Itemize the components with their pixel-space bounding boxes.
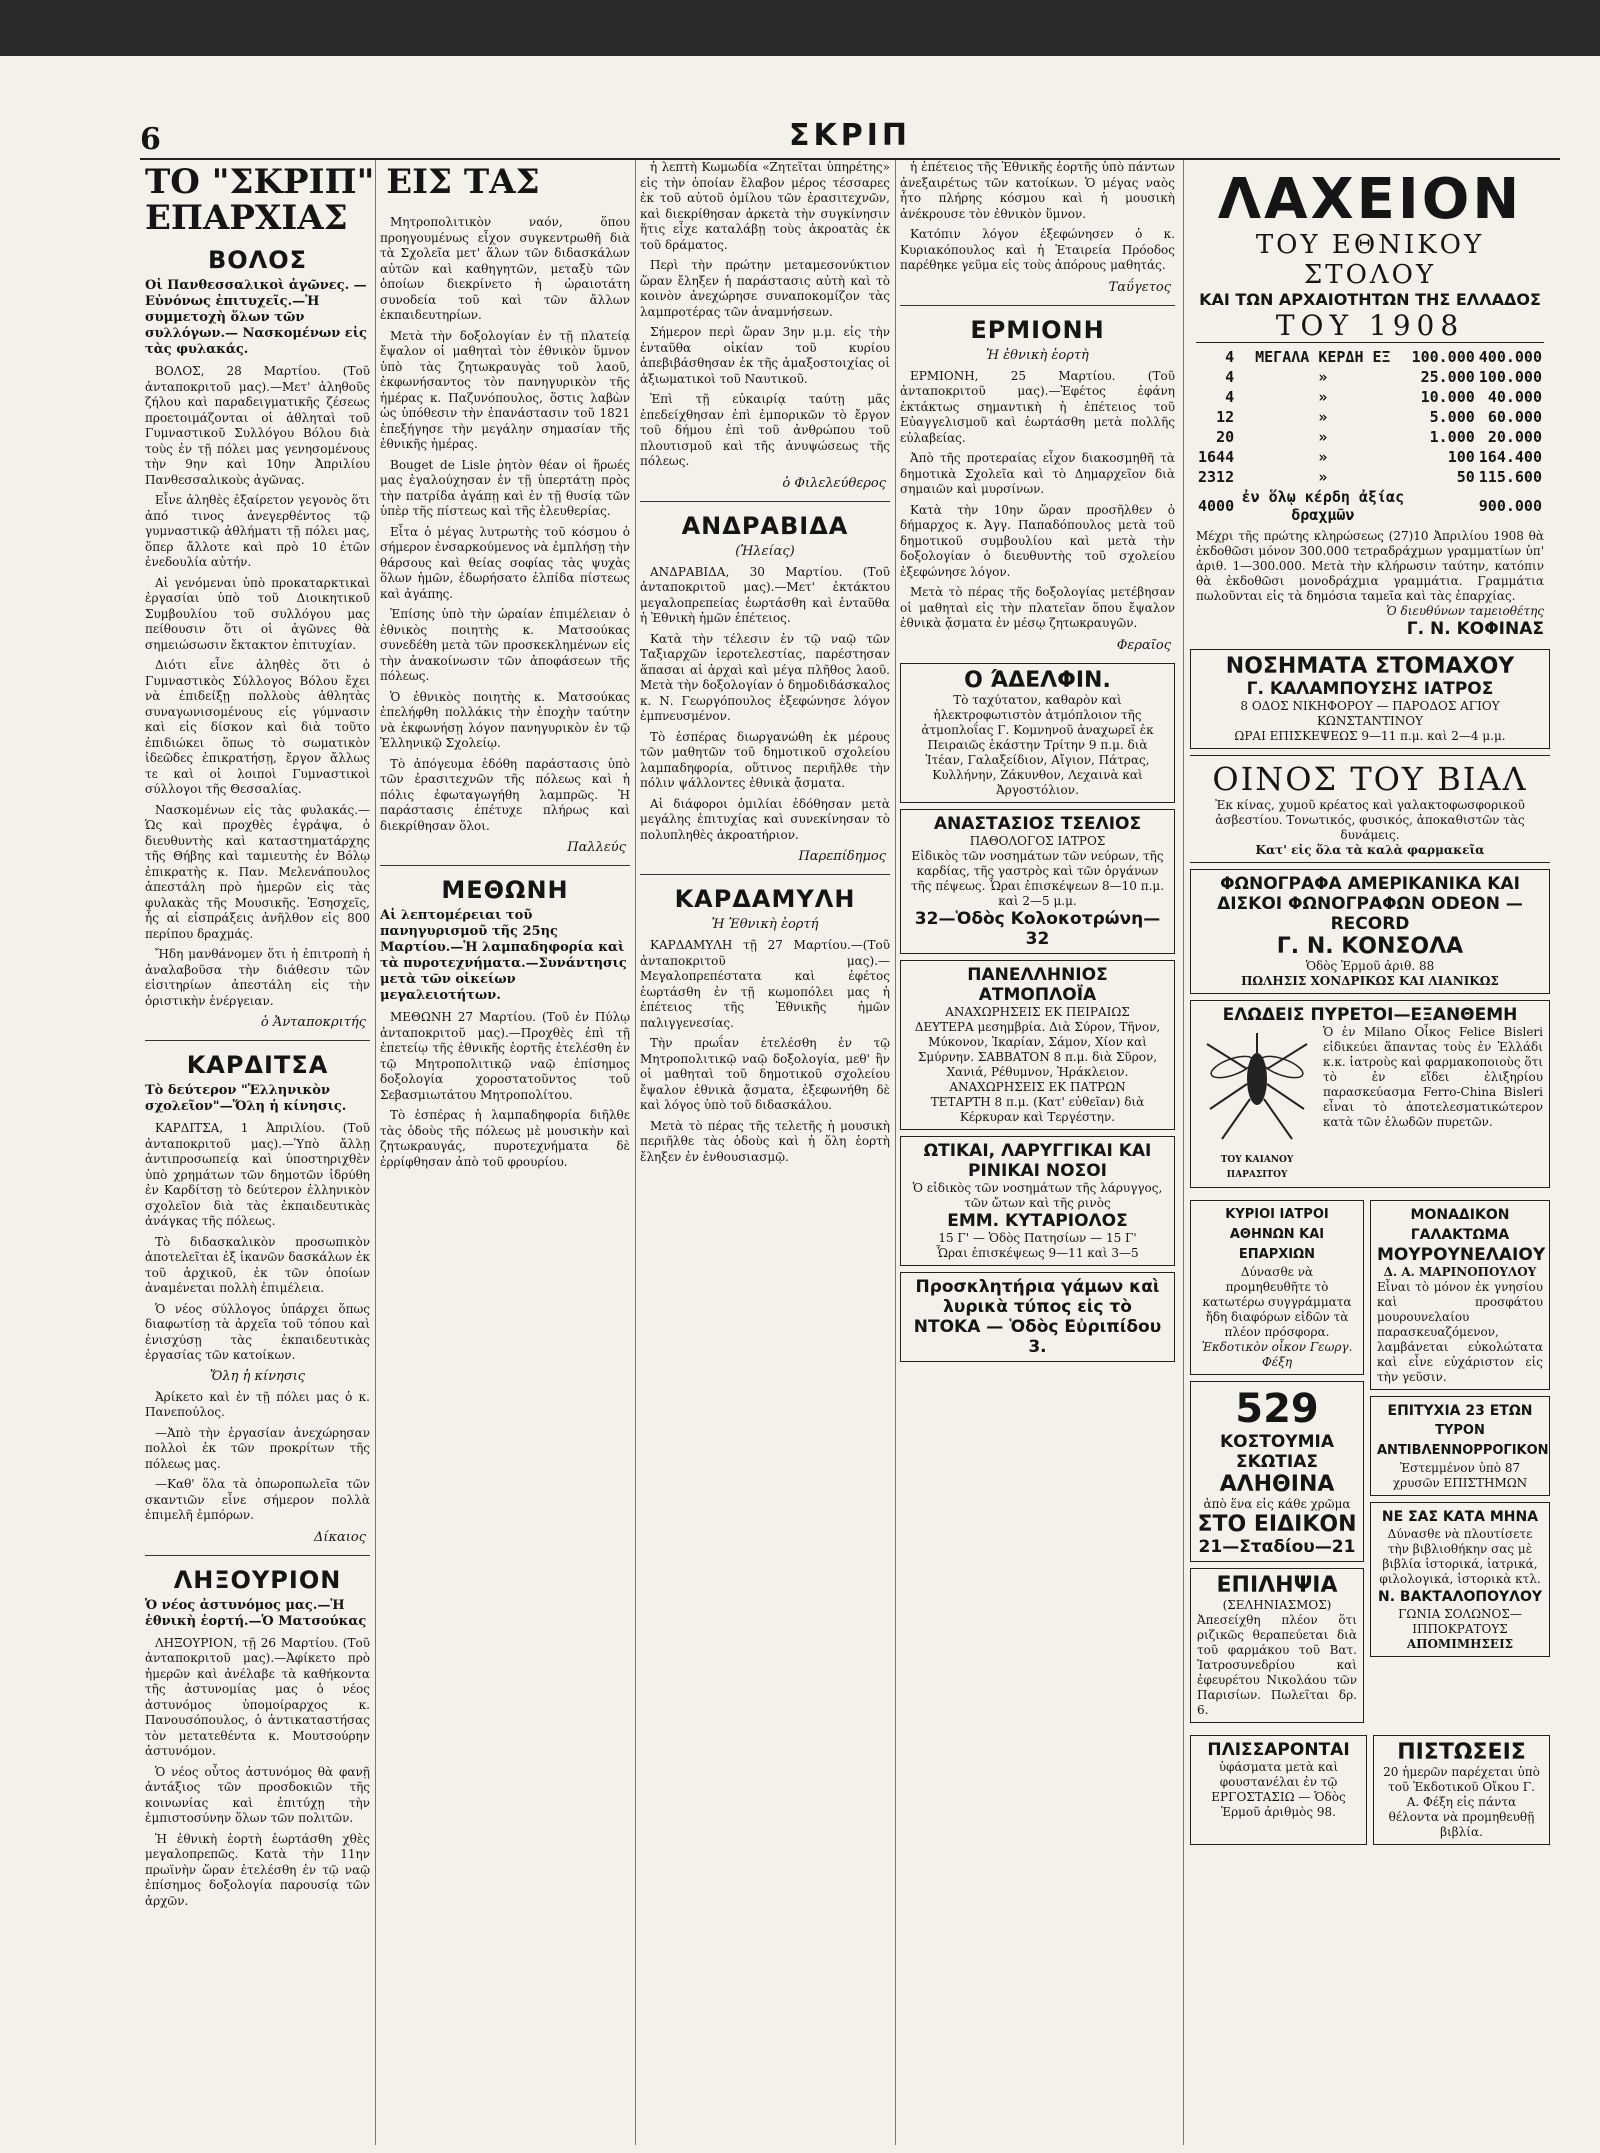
- ad-address: 21—Σταδίου—21: [1198, 1537, 1356, 1557]
- ad-number: 529: [1235, 1386, 1319, 1432]
- divider: [900, 305, 1175, 306]
- paragraph: Μετὰ τὸ πέρας τῆς τελετῆς ἡ μουσικὴ περιῆλθε τὰς ὁδοὺς καὶ ἡ ὅλη ἑορτὴ ἔληξεν ἐν ἐνθουσιασμῷ.: [640, 1118, 890, 1164]
- article-head-kardamyli: ΚΑΡΔΑΜΥΛΗ: [674, 885, 856, 913]
- paragraph: Ὁ νέος σύλλογος ὑπάρχει ὅπως διαφωτίσῃ τὰ ἀρχεῖα τοῦ τόπου καὶ ἐνισχύσῃ τὰς ἐκπαιδευτικὰς ἐργασίας τῶν κατοίκων.: [145, 1301, 370, 1362]
- paragraph: Περὶ τὴν πρώτην μεταμεσονύκτιον ὥραν ἔληξεν ἡ παράστασις αὐτὴ καὶ τὸ κοινὸν ἀνεχώρησε συναποκομίζον τὰς λαμπροτέρας τῶν ἀναμνήσεων.: [640, 258, 890, 319]
- paragraph: Ὁ ἐθνικὸς ποιητὴς κ. Ματσούκας ἐπελήφθη πολλάκις τὴν ἐποχὴν ταύτην νὰ ἐκφωνήσῃ λόγον πανηγυρικὸν ἐν τῷ Ἑλληνικῷ Σχολείῳ.: [380, 689, 630, 750]
- paragraph: Μητροπολιτικὸν ναόν, ὅπου προηγουμένως εἶχον συγκεντρωθῆ διὰ τὰ Σχολεῖα μετ' ἅλων τῶν διδασκάλων αὐτῶν καὶ καθηγητῶν, μεταξὺ τῶν ὁποίων διεκρίνετο ἡ ὡραιοτάτη συνοδεία τοῦ καὶ τῶν ἄλλων ἐκπαιδευτηρίων.: [380, 215, 630, 322]
- ad-stomachou: [1190, 649, 1550, 749]
- prize-label: ἐν ὅλῳ κέρδη ἀξίας δραχμῶν: [1241, 488, 1405, 524]
- article-lead: Τὸ δεύτερον "Ἑλληνικὸν σχολεῖον"—Ὅλη ἡ κίνησις.: [145, 1083, 347, 1114]
- prize-table: [1196, 347, 1544, 525]
- newspaper-title: ΣΚΡΙΠ: [789, 118, 911, 153]
- ad-fever: [1190, 1000, 1550, 1188]
- paragraph: Ἤδη μανθάνομεν ὅτι ἡ ἐπιτροπὴ ἡ ἀναλαβοῦσα τὴν διάθεσιν τῶν εἰσιτηρίων ἀπεστάλη εἰς τὴν ὁριστικὴν ἐνέργειαν.: [145, 947, 370, 1008]
- article-head-volos: ΒΟΛΟΣ: [207, 246, 308, 274]
- ad-address: 15 Γ' — Ὁδὸς Πατησίων — 15 Γ': [938, 1230, 1137, 1245]
- paragraph: Εἶνε ἀληθὲς ἐξαίρετον γεγονὸς ὅτι ἀπό τινος ἀνεγερθέντος τῷ γυμναστικῷ ἀθλήματι τῇ πόλει μας, ὅπερ ἄλλοτε καὶ πρὸ 10 ἐτῶν ἐνεδουλία αὐτήν.: [145, 493, 370, 569]
- ad-sera: [1370, 1396, 1550, 1496]
- prize-amount: 100: [1447, 448, 1475, 466]
- ad-sub: ΤΥΡΟΝ ΑΝΤΙΒΛΕΝΝΟΡΡΟΓΙΚΟΝ: [1377, 1423, 1549, 1458]
- prize-count: 4: [1225, 348, 1235, 366]
- prize-row: [1196, 347, 1544, 367]
- ad-name: ΕΜΜ. ΚΥΤΑΡΙΟΛΟΣ: [947, 1210, 1128, 1231]
- prize-count: 2312: [1198, 468, 1235, 486]
- ad-sub: ΠΩΛΗΣΙΣ ΧΟΝΔΡΙΚΩΣ ΚΑΙ ΛΙΑΝΙΚΩΣ: [1241, 974, 1499, 988]
- divider: [640, 874, 890, 875]
- paragraph: ΑΝΔΡΑΒΙΔΑ, 30 Μαρτίου. (Τοῦ ἀνταποκριτοῦ μας).—Μετ' ἐκτάκτου μεγαλοπρεπείας ἑωρτάσθη καὶ ἐνταῦθα ἡ Ἐθνικὴ ἡμῶν ἐπέτειος.: [640, 564, 890, 625]
- ad-subtitle: ΑΝΑΧΩΡΗΣΕΙΣ ΕΚ ΠΑΤΡΩΝ: [949, 1079, 1126, 1094]
- ad-lottery: [1190, 166, 1550, 643]
- prize-count: 12: [1216, 408, 1235, 426]
- ad-text: 20 ἡμερῶν παρέχεται ὑπὸ τοῦ Ἐκδοτικοῦ Οἴκου Γ. Α. Φέξη εἰς πάντα θέλοντα νὰ προμηθευθῇ βιβλία.: [1383, 1765, 1540, 1839]
- lottery-sign: Ὁ διευθύνων ταμειοθέτης: [1386, 604, 1544, 618]
- ad-address: 32—Ὁδὸς Κολοκοτρώνη—32: [914, 908, 1161, 949]
- prize-count: 20: [1216, 428, 1235, 446]
- section-title: ΤΟ "ΣΚΡΙΠ" ΕΙΣ ΤΑΣ ΕΠΑΡΧΙΑΣ: [145, 162, 540, 238]
- ad-books: [1370, 1502, 1550, 1657]
- lottery-subtitle: ΤΟΥ ΕΘΝΙΚΟΥ ΣΤΟΛΟΥ: [1255, 230, 1485, 290]
- prize-row: [1196, 487, 1544, 525]
- ad-note: ΑΠΟΜΙΜΗΣΕΙΣ: [1406, 1637, 1514, 1651]
- paragraph: Bouget de Lisle ῥητὸν θέαν οἱ ἥρωές μας ἐγαλούχησαν ἐν τῇ ὑπερτάτῃ πρὸς τὴν πατρίδα ἀγάπῃ καὶ ἐν τῇ θυσίᾳ τῶν ὑπὲρ τῆς πίστεως καὶ τῆς ἐλευθερίας.: [380, 457, 630, 518]
- prize-amount: 25.000: [1420, 368, 1475, 386]
- prize-total: 40.000: [1487, 388, 1542, 406]
- prize-label: »: [1318, 388, 1328, 406]
- ad-sub: ΑΛΗΘΙΝΑ: [1219, 1472, 1335, 1497]
- ad-title: ΩΤΙΚΑΙ, ΛΑΡΥΓΓΙΚΑΙ ΚΑΙ ΡΙΝΙΚΑΙ ΝΟΣΟΙ: [923, 1140, 1152, 1181]
- paragraph: ΚΑΡΔΙΤΣΑ, 1 Ἀπριλίου. (Τοῦ ἀνταποκριτοῦ μας).—Ὑπὸ ἄλλῃ ἀντιπροσωπείᾳ καὶ ὑποστηριχθὲν ὑπὸ χρημάτων τῶν δημοτῶν ἱδρύθη ἐν Καρδίτσῃ τὸ δεύτερον ἑλληνικὸν σχολεῖον διὰ τὰς ἐκπαιδευτικὰς ἀνάγκας τῆς πόλεως.: [145, 1121, 370, 1228]
- paragraph: Ἡ ἐθνικὴ ἑορτὴ ἑωρτάσθη χθὲς μεγαλοπρεπῶς. Κατὰ τὴν 11ην πρωϊνὴν ὥραν ἐτελέσθη ἐν τῷ ναῷ ἐπίσημος δοξολογία παρουσίᾳ τῶν ἀρχῶν.: [145, 1831, 370, 1908]
- paragraph: Κατὰ τὴν 10ην ὥραν προσῆλθεν ὁ δήμαρχος κ. Ἀγγ. Παπαδόπουλος μετὰ τοῦ δημοτικοῦ συμβουλίου καὶ μετὰ τὴν δοξολογίαν ὁ διευθυντὴς τοῦ σχολείου ἐξεφώνησε λόγον.: [900, 502, 1175, 579]
- ad-address: Ὁδὸς Ἑρμοῦ ἀριθ. 88: [1305, 959, 1435, 973]
- ad-text: Εἰδικὸς τῶν νοσημάτων τῶν νεύρων, τῆς καρδίας, τῆς γαστρὸς καὶ τῶν ὀργάνων τῆς πέψεως. Ὧραι ἐπισκέψεων 8—10 π.μ. καὶ 2—5 μ.μ.: [910, 848, 1165, 908]
- subhead: Ἡ Ἐθνικὴ ἑορτή: [711, 917, 819, 932]
- ad-title: ΝΟΣΗΜΑΤΑ ΣΤΟΜΑΧΟΥ: [1225, 654, 1515, 679]
- article-head-karditsa: ΚΑΡΔΙΤΣΑ: [186, 1051, 329, 1079]
- ad-name: Ν. ΒΑΚΤΑΛΟΠΟΥΛΟΥ: [1377, 1589, 1542, 1605]
- prize-total: 115.600: [1478, 468, 1542, 486]
- article-head-methoni: ΜΕΘΩΝΗ: [441, 876, 569, 904]
- ad-plissarontai: [1190, 1735, 1367, 1845]
- ad-banner: ΤΟΥ ΚΑΙΑΝΟΥ ΠΑΡΑΣΙΤΟΥ: [1220, 1155, 1294, 1180]
- paragraph: ΒΟΛΟΣ, 28 Μαρτίου. (Τοῦ ἀνταποκριτοῦ μας).—Μετ' ἀληθοῦς ζήλου καὶ παραδειγματικῆς ζέσεως προετοιμάζονται οἱ ἀθληταὶ τοῦ Γυμναστικοῦ Συλλόγου Βόλου διὰ τοὺς ἐν τῇ πόλει μας γενησομένους τὴν 9ην καὶ 10ην Ἀπριλίου Πανθεσσαλικοὺς ἀγῶνας.: [145, 364, 370, 487]
- subhead: Ὅλη ἡ κίνησις: [209, 1368, 306, 1384]
- ad-note: Ἐκδοτικὸν οἶκον Γεωργ. Φέξη: [1201, 1340, 1353, 1369]
- paragraph: Αἱ διάφοροι ὁμιλίαι ἐδόθησαν μετὰ μεγάλης ἐπιτυχίας καὶ συνεκίνησαν τὸ πολυπληθὲς ἀκροατήριον.: [640, 796, 890, 842]
- ad-subtitle: ΑΝΑΧΩΡΗΣΕΙΣ ΕΚ ΠΕΙΡΑΙΩΣ: [945, 1004, 1130, 1019]
- ad-title: ΠΑΝΕΛΛΗΝΙΟΣ ΑΤΜΟΠΛΟΪΑ: [967, 964, 1108, 1005]
- prize-amount: 50: [1456, 468, 1475, 486]
- subhead: (Ἠλείας): [735, 543, 795, 559]
- ad-sub: (ΣΕΛΗΝΙΑΣΜΟΣ): [1222, 1598, 1332, 1612]
- ad-title: ΚΟΣΤΟΥΜΙΑ ΣΚΩΤΙΑΣ: [1220, 1432, 1334, 1472]
- masthead: [140, 118, 1560, 160]
- ad-text: Δύνασθε νὰ πλουτίσετε τὴν βιβλιοθήκην σας μὲ βιβλία ἱστορικά, ἰατρικά, φιλολογικά, ἱστορικὰ κτλ.: [1379, 1527, 1541, 1586]
- ad-text: Ὁ ἐν Milano Οἶκος Felice Bisleri εἰδικεύει ἅπαντας τοὺς ἐν Ἑλλάδι κ.κ. ἰατροὺς καὶ φαρμακοποιοὺς ὅτι τὸ ἐν εἴδει ἐλιξηρίου παρασκεύασμα Ferro-China Bisleri εἶναι τὸ ἀποτελεσματικώτερον κατὰ τῶν ἑλωδῶν πυρετῶν.: [1323, 1025, 1543, 1129]
- prize-amount: 1.000: [1429, 428, 1475, 446]
- ad-doctors: [1190, 1200, 1364, 1375]
- column-2: [380, 215, 630, 2145]
- lottery-year: ΤΟΥ 1908: [1196, 309, 1544, 343]
- ad-note: Κατ' εἰς ὅλα τὰ καλὰ φαρμακεῖα: [1255, 843, 1485, 857]
- prize-row: [1196, 447, 1544, 467]
- ad-name: Γ. Ν. ΚΟΝΣΟΛΑ: [1276, 934, 1464, 959]
- ad-odeon: [1190, 869, 1550, 994]
- prize-row: [1196, 427, 1544, 447]
- ad-wine: [1190, 755, 1550, 863]
- column-rule: [1183, 160, 1184, 2145]
- column-4: [900, 160, 1175, 2145]
- prize-row: [1196, 467, 1544, 487]
- ad-text: ὑφάσματα μετὰ καὶ φουστανέλαι ἐν τῷ ΕΡΓΟΣΤΑΣΙΩ — Ὁδὸς Ἑρμοῦ ἀριθμὸς 98.: [1211, 1760, 1346, 1819]
- lottery-name: Γ. Ν. ΚΟΦΙΝΑΣ: [1406, 619, 1544, 639]
- signature: ὁ Φιλελεύθερος: [782, 475, 886, 491]
- prize-count: 1644: [1198, 448, 1235, 466]
- ad-title: ΝΕ ΣΑΣ ΚΑΤΑ ΜΗΝΑ: [1381, 1509, 1539, 1525]
- ad-text: ΤΕΤΑΡΤΗ 8 π.μ. (Κατ' εὐθεῖαν) διὰ Κέρκυραν καὶ Τεργέστην.: [930, 1094, 1145, 1124]
- paragraph: Μετὰ τὴν δοξολογίαν ἐν τῇ πλατείᾳ ἔψαλον οἱ μαθηταὶ τὸν ἐθνικὸν ὕμνον ὑπὸ τὰς ζητωκραυγὰς τοῦ λαοῦ, ἐκφωνήσαντος τὸν πανηγυρικὸν τῆς ἡμέρας κ. Παζυνόπουλος, ὅστις λαβὼν ὡς ὑπόθεσιν τὴν ἐπανάστασιν τοῦ 1821 ἐπεξήγησε τὴν μεγάλην σημασίαν τῆς ἐθνικῆς ἡμέρας.: [380, 328, 630, 451]
- ad-text: Εἶναι τὸ μόνον ἐκ γνησίου καὶ προσφάτου μουρουνελαίου παρασκευαζόμενον, λαμβάνεται εὐκολώτατα καὶ εἶνε εὐχάριστον εἰς τὴν γεῦσιν.: [1377, 1280, 1543, 1384]
- article-lead: Ὁ νέος ἀστυνόμος μας.—Ἡ ἐθνικὴ ἑορτή.—Ὁ Ματσούκας: [145, 1597, 367, 1629]
- paragraph: ἡ λεπτὴ Κωμωδία «Ζητεῖται ὑπηρέτης» εἰς τὴν ὁποίαν ἔλαβον μέρος τέσσαρες ἐκ τοῦ αὐτοῦ ὁμίλου τῶν ἐρασιτεχνῶν, καὶ διεκρίθησαν ἀρκετὰ τὴν συγκίνησιν ἥτις εἶχε καταλάβῃ τοὺς ἀκροατὰς ἐκ τοῦ δράματος.: [640, 160, 890, 252]
- ad-address: 8 ΟΔΟΣ ΝΙΚΗΦΟΡΟΥ — ΠΑΡΟΔΟΣ ΑΓΙΟΥ ΚΩΝΣΤΑΝΤΙΝΟΥ: [1240, 699, 1500, 728]
- ad-name: Γ. ΚΑΛΑΜΠΟΥΣΗΣ ΙΑΤΡΟΣ: [1246, 679, 1494, 699]
- divider: [380, 865, 630, 866]
- ad-title: ΠΙΣΤΩΣΕΙΣ: [1397, 1740, 1526, 1765]
- signature: Παρεπίδημος: [798, 849, 886, 864]
- column-rule: [375, 160, 376, 2145]
- prize-count: 4000: [1198, 497, 1235, 515]
- column-5: [1190, 160, 1550, 2145]
- paragraph: Τὸ ἀπόγευμα ἐδόθη παράστασις ὑπὸ τῶν ἐρασιτεχνῶν τῆς πόλεως καὶ ἡ πόλις ἐφωταγωγήθη λαμπρῶς. Ἡ παράστασις ἐπέτυχε πλήρως καὶ διεκρίθησαν ὅλοι.: [380, 756, 630, 833]
- ad-delfin: [900, 663, 1175, 803]
- paragraph: —Ἀπὸ τὴν ἐργασίαν ἀνεχώρησαν πολλοὶ ἐκ τῶν προκρίτων τῆς πόλεως μας.: [145, 1425, 370, 1471]
- article-lead: Αἱ λεπτομέρειαι τοῦ πανηγυρισμοῦ τῆς 25ης Μαρτίου.—Ἡ λαμπαδηφορία καὶ τὰ πυροτεχνήματα.—Συνάντησις μετὰ τῶν οἰκείων μεγαλειοτήτων.: [380, 908, 627, 1003]
- ad-pistoseis: [1373, 1735, 1550, 1845]
- paragraph: Διότι εἶνε ἀληθὲς ὅτι ὁ Γυμναστικὸς Σύλλογος Βόλου ἔχει νὰ ἐπιδείξῃ πολλοὺς ἀθλητὰς συναγωνισομένους εἰς γύμνασιν καὶ εἰς δίσκον καὶ διὰ τοῦτο ἐπιδιώκει ὅπως τὸ σωματικὸν ἰδεῶδες ἐπικρατήσῃ, ἔργον ἄλλως τε καὶ οἱ λοιποὶ Γυμναστικοὶ σύλλογοι τῆς Θεσσαλίας.: [145, 658, 370, 796]
- paragraph: Τὸ ἑσπέρας διωργανώθη ἐκ μέρους τῶν μαθητῶν τοῦ δημοτικοῦ σχολείου λαμπαδηφορία, οὕτινος περιῆλθε τὴν πόλιν ψάλλοντες ἐθνικὰ ᾄσματα.: [640, 729, 890, 790]
- page-number: 6: [140, 122, 161, 157]
- article-head-lixouri: ΛΗΞΟΥΡΙΟΝ: [173, 1565, 342, 1594]
- prize-total: 400.000: [1478, 348, 1542, 366]
- prize-total: 900.000: [1478, 497, 1542, 515]
- ad-otikai: [900, 1136, 1175, 1266]
- ad-hours: ΩΡΑΙ ΕΠΙΣΚΕΨΕΩΣ 9—11 π.μ. καὶ 2—4 μ.μ.: [1234, 729, 1506, 743]
- ad-panellinios: [900, 960, 1175, 1130]
- article-lead: Οἱ Πανθεσσαλικοὶ ἀγῶνες. — Εὐνόνως ἐπιτυχεῖς.—Ἡ συμμετοχὴ ὅλων τῶν συλλόγων.— Νασκομένων εἰς τὰς φυλακάς.: [145, 278, 367, 357]
- lottery-title: ΛΑΧΕΙΟΝ: [1217, 167, 1523, 232]
- ad-milk: [1370, 1200, 1550, 1390]
- paragraph: Τὸ ἑσπέρας ἡ λαμπαδηφορία διῆλθε τὰς ὁδοὺς τῆς πόλεως μὲ μουσικὴν καὶ ζητωκραυγάς, πυροτεχνήματα δὲ ἐρρίφθησαν ἀπὸ τοῦ φρουρίου.: [380, 1108, 630, 1169]
- article-head-andravida: ΑΝΔΡΑΒΙΔΑ: [681, 511, 849, 540]
- paragraph: ἡ ἐπέτειος τῆς Ἐθνικῆς ἑορτῆς ὑπὸ πάντων ἀνεξαιρέτως τῶν κατοίκων. Ὁ μέγας ναὸς ἦτο πλήρης κόσμου καὶ ἡ μουσικὴ ἀνέκρουσε τὸν ἐθνικὸν ὕμνον.: [900, 160, 1175, 221]
- prize-total: 164.400: [1478, 448, 1542, 466]
- ad-note: Ὧραι ἐπισκέψεως 9—11 καὶ 3—5: [936, 1245, 1139, 1260]
- prize-amount: [1410, 487, 1477, 525]
- prize-label: »: [1318, 448, 1328, 466]
- paragraph: ΜΕΘΩΝΗ 27 Μαρτίου. (Τοῦ ἐν Πύλῳ ἀνταποκριτοῦ μας).—Προχθὲς ἐπὶ τῇ ἐπετείῳ τῆς ἐθνικῆς ἑορτῆς ἐτελέσθη ἐν τῷ Μητροπολιτικῷ ναῷ ἐπίσημος δοξολογία χοροστατοῦντος τοῦ Σεβασμιωτάτου Μητροπολίτου.: [380, 1010, 630, 1102]
- prize-total: 60.000: [1487, 408, 1542, 426]
- top-dark-band: [0, 0, 1600, 56]
- prize-amount: 5.000: [1429, 408, 1475, 426]
- ad-title: ΟΙΝΟΣ ΤΟΥ ΒΙΑΛ: [1212, 760, 1528, 798]
- prize-label: »: [1318, 408, 1328, 426]
- paragraph: Σήμερον περὶ ὥραν 3ην μ.μ. εἰς τὴν ἐνταῦθα οἰκίαν τοῦ κυρίου ἀπεβιβάσθησαν ἐκ τῆς ἀμαξοστοιχίας οἱ ἀξιωματικοὶ τοῦ Ναυτικοῦ.: [640, 325, 890, 386]
- ad-text: Ἐκ κίνας, χυμοῦ κρέατος καὶ γαλακτοφωσφορικοῦ ἀσβεστίου. Τονωτικός, φυσικός, ἀποκαθιστῶν τὰς δυνάμεις.: [1215, 798, 1525, 842]
- ad-title: ΕΠΙΤΥΧΙΑ 23 ΕΤΩΝ: [1387, 1403, 1533, 1419]
- paragraph: Τὴν πρωΐαν ἐτελέσθη ἐν τῷ Μητροπολιτικῷ ναῷ δοξολογία, μεθ' ἣν οἱ μαθηταὶ τοῦ δημοτικοῦ σχολείου ἔψαλον ἐθνικὰ ᾄσματα, ἐξεφωνήθη δὲ καὶ λόγος ὑπὸ τοῦ διδασκάλου.: [640, 1036, 890, 1112]
- divider: [145, 1040, 370, 1041]
- column-3: [640, 160, 890, 2145]
- prize-amount: 100.000: [1411, 348, 1475, 366]
- ad-529: [1190, 1381, 1364, 1562]
- ad-title: ΠΛΙΣΣΑΡΟΝΤΑΙ: [1207, 1740, 1350, 1760]
- prize-count: 4: [1225, 388, 1235, 406]
- ad-title: ΜΟΝΑΔΙΚΟΝ ΓΑΛΑΚΤΩΜΑ: [1410, 1207, 1510, 1243]
- ad-title: ΚΥΡΙΟΙ ΙΑΤΡΟΙ ΑΘΗΝΩΝ ΚΑΙ ΕΠΑΡΧΙΩΝ: [1225, 1207, 1329, 1262]
- ad-text: Τὸ ταχύτατον, καθαρὸν καὶ ἠλεκτροφωτιστὸν ἀτμόπλοιον τῆς ἀτμοπλοΐας Γ. Κομνηνοῦ ἀναχωρεῖ ἐκ Πειραιῶς ἑκάστην Τρίτην 9 π.μ. διὰ Ἰτέαν, Γαλαξείδιον, Αἴγιον, Πάτρας, Κυλλήνην, Ζάκυνθον, Λεχαινὰ καὶ Ἀργοστόλιον.: [921, 692, 1154, 797]
- signature: Δίκαιος: [314, 1529, 366, 1545]
- ad-text: ἀπὸ ἕνα εἰς κάθε χρῶμα: [1203, 1497, 1351, 1511]
- divider: [145, 1555, 370, 1556]
- prize-amount: 10.000: [1420, 388, 1475, 406]
- paragraph: Εἶτα ὁ μέγας λυτρωτὴς τοῦ κόσμου ὁ σήμερον ἐνσαρκούμενος νὰ ἐμπλήσῃ τὴν θάρσους καὶ θείας σοφίας τὰς ψυχὰς ὅλων ἡμῶν, ἐδωρήσατο ἐλπίδα πίστεως καὶ ἀγάπης.: [380, 524, 630, 601]
- prize-total: 20.000: [1487, 428, 1542, 446]
- signature: Παλλεύς: [567, 840, 626, 855]
- ad-text: Ἀπεσείχθη πλέον ὅτι ριζικῶς θεραπεύεται διὰ τοῦ φαρμάκου τοῦ Βατ. Ἰατροσυνεδρίου καὶ ἐφευρέτου Νικολάου τῶν Παρισίων. Πωλεῖται δρ. 6.: [1197, 1613, 1357, 1717]
- ad-text: Δύνασθε νὰ προμηθευθῆτε τὸ κατωτέρω συγγράμματα ἤδη διαφόρων εἰδῶν τὰ πλέον πρόσφορα.: [1202, 1265, 1352, 1339]
- prize-row: [1196, 367, 1544, 387]
- paragraph: ΚΑΡΔΑΜΥΛΗ τῇ 27 Μαρτίου.—(Τοῦ ἀνταποκριτοῦ μας).—Μεγαλοπρεπέστατα καὶ ἐφέτος ἑωρτάσθη ἐν τῇ κωμοπόλει μας ἡ ἐπέτειος τῆς Ἐθνικῆς ἡμῶν παλιγγενεσίας.: [640, 938, 890, 1030]
- subhead: Ἡ ἐθνικὴ ἑορτὴ: [986, 347, 1089, 363]
- ad-sub: Δ. Α. ΜΑΡΙΝΟΠΟΥΛΟΥ: [1383, 1265, 1537, 1279]
- ad-title: ΦΩΝΟΓΡΑΦΑ ΑΜΕΡΙΚΑΝΙΚΑ ΚΑΙ ΔΙΣΚΟΙ ΦΩΝΟΓΡΑΦΩΝ ODEON — RECORD: [1217, 874, 1523, 934]
- paragraph: Ἐπίσης ὑπὸ τὴν ὡραίαν ἐπιμέλειαν ὁ ἐθνικὸς ποιητὴς κ. Ματσούκας συνεδέθη μετὰ τῶν προσκεκλημένων εἰς τὴν ἀνακοίνωσιν τῶν ἀποφάσεων τῆς πόλεως.: [380, 607, 630, 683]
- paragraph: Κατόπιν λόγον ἐξεφώνησεν ὁ κ. Κυριακόπουλος καὶ ἡ Ἑταιρεία Πρόοδος παρέθηκε γεῦμα εἰς τοὺς ἀπόρους μαθητάς.: [900, 227, 1175, 272]
- ad-title: Ο ΆΔΕΛΦΙΝ.: [964, 667, 1111, 693]
- divider: [640, 501, 890, 502]
- ad-shop: ΣΤΟ ΕΙΔΙΚΟΝ: [1197, 1512, 1357, 1537]
- ad-text: Ὁ εἰδικὸς τῶν νοσημάτων τῆς λάρυγγος, τῶν ὤτων καὶ τῆς ρινὸς: [912, 1180, 1163, 1210]
- column-rule: [895, 160, 896, 2145]
- prize-count: 4: [1225, 368, 1235, 386]
- paragraph: —Καθ' ὅλα τὰ ὀπωροπωλεῖα τῶν σκαντιῶν εἶνε σήμερον πολλὰ ἐπιμελῆ ἐμπόρων.: [145, 1477, 370, 1522]
- page-margin: [0, 56, 1600, 116]
- ad-title: ΕΠΙΛΗΨΙΑ: [1216, 1573, 1338, 1598]
- lottery-text: Μέχρι τῆς πρώτης κληρώσεως (27)10 Ἀπριλίου 1908 θὰ ἐκδοθῶσι μόνον 300.000 τετραδράχμων γραμματίων ὑπ' ἀριθ. 1—300.000. Μετὰ τὴν κλήρωσιν ταύτην, κατόπιν θὰ ἐκδοθῶσι μονοδράχμια γραμμάτια. Γραμμάτια πωλοῦνται εἰς τὰ δημόσια ταμεῖα καὶ τὰς ἐπαρχίας.: [1196, 529, 1544, 603]
- ad-tselios: [900, 809, 1175, 954]
- paragraph: Τὸ διδασκαλικὸν προσωπικὸν ἀποτελεῖται ἐξ ἱκανῶν δασκάλων ἐκ τοῦ ἀρχικοῦ, ἐκ τῶν ὁποίων ἀναμένεται πολλὴ ἐπιμέλεια.: [145, 1234, 370, 1295]
- prize-row: [1196, 387, 1544, 407]
- ad-text: ΔΕΥΤΕΡΑ μεσημβρία. Διὰ Σύρον, Τῆνον, Μύκονον, Ἰκαρίαν, Σάμον, Χίον καὶ Σμύρνην. ΣΑΒΒΑΤΟΝ 8 π.μ. διὰ Σῦρον, Χανιά, Ρέθυμνον, Ἡράκλειον.: [914, 1019, 1161, 1079]
- paragraph: Ὁ νέος οὗτος ἀστυνόμος θὰ φανῇ ἀντάξιος τῶν προσδοκιῶν τῆς κοινωνίας καὶ ἐπιτύχῃ τὴν ἐμπιστοσύνην ὅλων τῶν πολιτῶν.: [145, 1764, 370, 1825]
- prize-label: »: [1318, 468, 1328, 486]
- ad-address: ΓΩΝΙΑ ΣΟΛΩΝΟΣ—ΙΠΠΟΚΡΑΤΟΥΣ: [1398, 1607, 1522, 1636]
- paragraph: Νασκομένων εἰς τὰς φυλακάς.—Ὡς καὶ προχθὲς ἐγράψα, ὁ διευθυντὴς καὶ καταστηματάρχης τῆς Θήβης καὶ ταμιευτὴς ἐν Βόλῳ ἐπικρατὴς κ. Παν. Μελενάπουλος ἀπεστάλη πρὸ ἡμερῶν εἰς τὰς φυλακὰς τῆς Μουσικῆς. Ἐσησχεῖς, ἧς αἱ εἰσπράξεις ἀνῆλθον εἰς 800 περίπου δραχμάς.: [145, 802, 370, 941]
- paragraph: ΛΗΞΟΥΡΙΟΝ, τῇ 26 Μαρτίου. (Τοῦ ἀνταποκριτοῦ μας).—Ἀφίκετο πρὸ ἡμερῶν καὶ ἀνέλαβε τὰ καθήκοντα τῆς ἀστυνομίας μας ὁ νέος ἀστυνόμος ὑπομοίραρχος κ. Πανουσόπουλος, ὁ ἀντικαταστήσας τὸν μετατεθέντα κ. Μουτσούρην ἀστυνόμον.: [145, 1635, 370, 1758]
- mosquito-icon: [1202, 1029, 1312, 1149]
- signature: ὁ Ἀνταποκριτής: [260, 1015, 366, 1030]
- paragraph: Ἐπὶ τῇ εὐκαιρίᾳ ταύτῃ μᾶς ἐπεδείχθησαν ἐπὶ ἐμπορικῶν τὸ ἔργον τοῦ δήμου ἐπὶ τοῦ ἀνθρώπου τοῦ πλουτισμοῦ καὶ τῆς ἀνυψώσεως τῆς πόλεως.: [640, 392, 890, 468]
- ad-ntoka: [900, 1272, 1175, 1362]
- prize-label: »: [1318, 368, 1328, 386]
- paragraph: Ἀπὸ τῆς προτεραίας εἶχον διακοσμηθῆ τὰ δημοτικὰ Σχολεῖα καὶ τὸ Δημαρχεῖον διὰ σημαιῶν καὶ μυρσίνων.: [900, 451, 1175, 496]
- prize-row: [1196, 407, 1544, 427]
- prize-label: »: [1318, 428, 1328, 446]
- paragraph: Ἀρίκετο καὶ ἐν τῇ πόλει μας ὁ κ. Πανεπούλος.: [145, 1389, 370, 1419]
- ad-title: ΕΛΩΔΕΙΣ ΠΥΡΕΤΟΙ—ΕΞΑΝΘΕΜΗ: [1222, 1005, 1518, 1025]
- paragraph: Μετὰ τὸ πέρας τῆς δοξολογίας μετέβησαν οἱ μαθηταὶ εἰς τὴν πλατεῖαν ὅπου ἔψαλον ἐθνικὰ ᾄσματα ἐν μέσῳ ζητωκραυγῶν.: [900, 585, 1175, 630]
- ad-text: Ἐστεμμένον ὑπὸ 87 χρυσῶν ΕΠΙΣΤΗΜΩΝ: [1392, 1461, 1528, 1490]
- ad-epilepsy: [1190, 1568, 1364, 1723]
- ad-text: Προσκλητήρια γάμων καὶ λυρικὰ τύπος εἰς τὸ ΝΤΟΚΑ — Ὁδὸς Εὐριπίδου 3.: [913, 1276, 1162, 1357]
- prize-label: ΜΕΓΑΛΑ ΚΕΡΔΗ ΕΞ: [1255, 348, 1391, 366]
- column-rule: [635, 160, 636, 2145]
- article-head-ermioni: ΕΡΜΙΟΝΗ: [970, 315, 1105, 344]
- ad-title: ΑΝΑΣΤΑΣΙΟΣ ΤΣΕΛΙΟΣ: [933, 813, 1142, 834]
- paragraph: ΕΡΜΙΟΝΗ, 25 Μαρτίου. (Τοῦ ἀνταποκριτοῦ μας).—Ἐφέτος ἐφάνη ἐκτάκτως σημαντικὴ ἡ ἐπέτειος τοῦ Εὐαγγελισμοῦ καὶ ἑωρτάσθη μετὰ πολλῆς εὐλαβείας.: [900, 368, 1175, 445]
- signature: Ταΰγετος: [1108, 279, 1171, 295]
- signature: Φεραῖος: [1116, 637, 1171, 653]
- paragraph: Κατὰ τὴν τέλεσιν ἐν τῷ ναῷ τῶν Ταξιαρχῶν ἱεροτελεστίας, παρέστησαν ἅπασαι αἱ ἀρχαὶ καὶ μέγα πλῆθος λαοῦ. Μετὰ τὴν δοξολογίαν ὁ δημοδιδάσκαλος κ. Ν. Γεωργόπουλος ἐξεφώνησε λόγον ἐμπνευσμένον.: [640, 631, 890, 723]
- ad-subtitle: ΠΑΘΟΛΟΓΟΣ ΙΑΤΡΟΣ: [969, 833, 1106, 848]
- ad-name: ΜΟΥΡΟΥΝΕΛΑΙΟΥ: [1377, 1245, 1546, 1265]
- prize-total: 100.000: [1478, 368, 1542, 386]
- lottery-subtitle-2: ΚΑΙ ΤΩΝ ΑΡΧΑΙΟΤΗΤΩΝ ΤΗΣ ΕΛΛΑΔΟΣ: [1199, 290, 1541, 309]
- paragraph: Αἱ γενόμεναι ὑπὸ προκαταρκτικαὶ ἐργασίαι ὑπὸ τοῦ Διοικητικοῦ Συμβουλίου τοῦ συλλόγου μας πείθουσιν ὅτι οἱ ἀγῶνες θὰ σημειώσωσιν ἔκτακτον ἐπιτυχίαν.: [145, 575, 370, 652]
